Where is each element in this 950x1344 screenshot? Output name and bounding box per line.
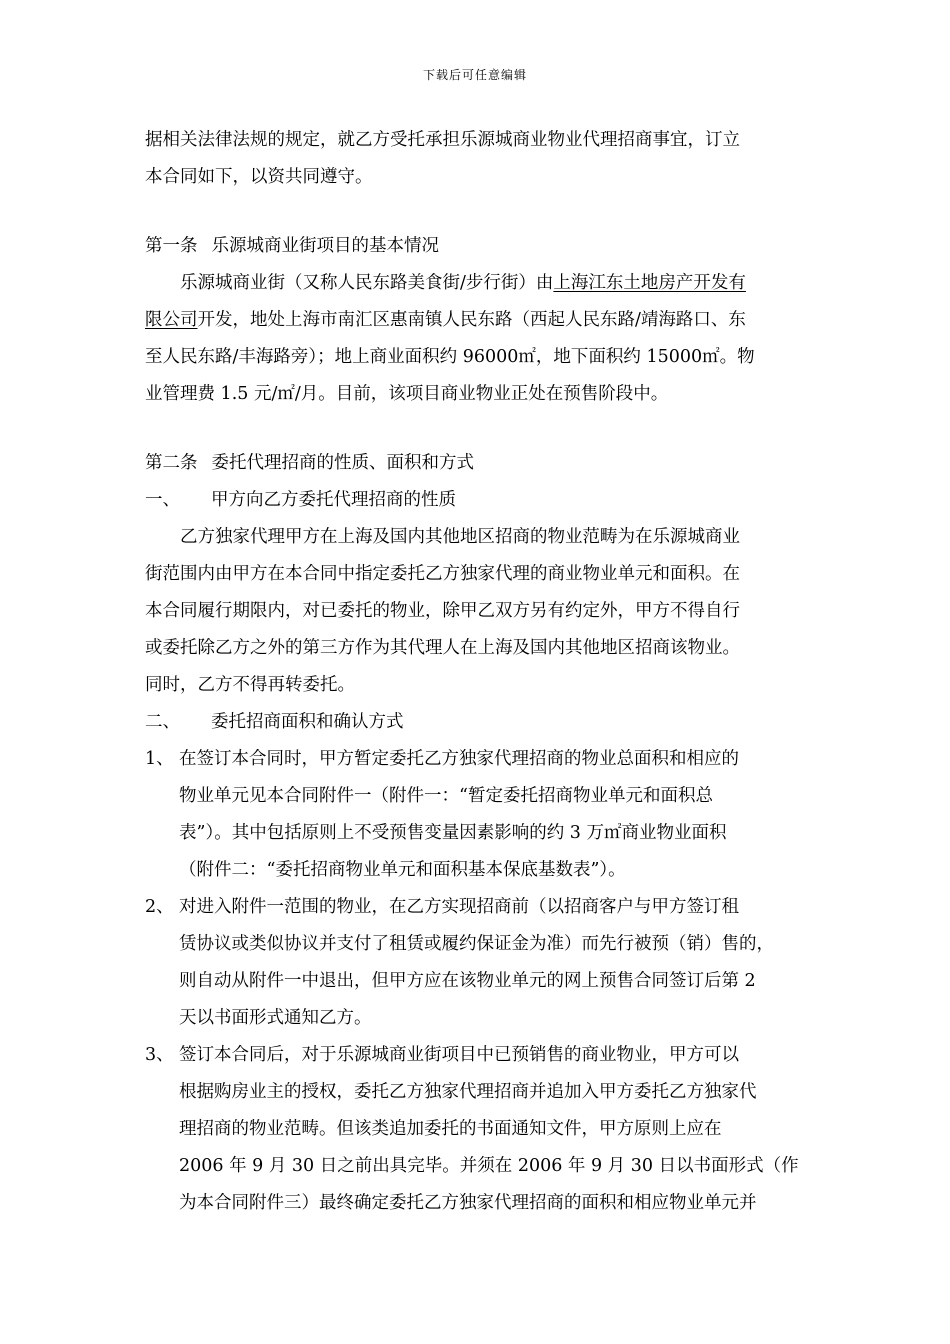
article-1-paragraph-line-4: 业管理费 1.5 元/㎡/月。目前，该项目商业物业正处在预售阶段中。	[145, 384, 669, 404]
list-item-line: 根据购房业主的授权，委托乙方独家代理招商并追加入甲方委托乙方独家代	[179, 1082, 757, 1102]
section-1-line-4: 或委托除乙方之外的第三方作为其代理人在上海及国内其他地区招商该物业。	[145, 638, 740, 658]
article-1-paragraph-line-2: 限公司开发，地处上海市南汇区惠南镇人民东路（西起人民东路/靖海路口、东	[145, 310, 746, 330]
intro-line-1: 据相关法律法规的规定，就乙方受托承担乐源城商业物业代理招商事宜，订立	[145, 130, 740, 150]
page-header: 下载后可任意编辑	[422, 68, 527, 82]
article-2-heading	[145, 445, 820, 482]
document-body	[145, 122, 820, 1222]
article-1-heading	[145, 228, 820, 265]
section-1-line-3: 本合同履行期限内，对已委托的物业，除甲乙双方另有约定外，甲方不得自行	[145, 601, 740, 621]
spacer	[145, 196, 820, 228]
spacer	[145, 413, 820, 445]
article-2-title: 委托代理招商的性质、面积和方式	[211, 453, 474, 473]
list-item-line: 表”）。其中包括原则上不受预售变量因素影响的约 3 万㎡商业物业面积	[179, 823, 727, 843]
article-1-paragraph-line-3: 至人民东路/丰海路旁）；地上商业面积约 96000㎡，地下面积约 15000㎡。物	[145, 347, 755, 367]
list-item-line: 2006 年 9 月 30 日之前出具完毕。并须在 2006 年 9 月 30 日以书面形式（作	[179, 1156, 799, 1176]
intro-line-2: 本合同如下，以资共同遵守。	[145, 167, 373, 187]
section-2-number: 二、	[145, 712, 180, 732]
list-item-line: （附件二：“委托招商物业单元和面积基本保底基数表”）。	[179, 860, 626, 880]
section-1-number: 一、	[145, 490, 180, 510]
article-2-number: 第二条	[145, 453, 198, 473]
article-1-paragraph-line-1: 乐源城商业街（又称人民东路美食街/步行街）由上海江东土地房产开发有	[180, 273, 746, 293]
list-item-line: 为本合同附件三）最终确定委托乙方独家代理招商的面积和相应物业单元并	[179, 1193, 757, 1213]
section-1-line-2: 街范围内由甲方在本合同中指定委托乙方独家代理的商业物业单元和面积。在	[145, 564, 740, 584]
list-item: 2、 对进入附件一范围的物业，在乙方实现招商前（以招商客户与甲方签订租 赁协议或类似协议并支付了租赁或履约保证金为准）而先行被预（销）售的， 则自动从附件一中退出，但甲方应在该物业单元的网上预售合同签订后第 2 天以书面形式通知乙方。	[145, 889, 820, 1037]
list-item-line: 物业单元见本合同附件一（附件一：“暂定委托招商物业单元和面积总	[179, 786, 713, 806]
list-item-number: 1、	[145, 749, 174, 769]
list-item-line: 理招商的物业范畴。但该类追加委托的书面通知文件，甲方原则上应在	[179, 1119, 722, 1139]
article-1-title: 乐源城商业街项目的基本情况	[211, 236, 439, 256]
section-1-line-1: 乙方独家代理甲方在上海及国内其他地区招商的物业范畴为在乐源城商业	[180, 527, 740, 547]
list-item-line: 则自动从附件一中退出，但甲方应在该物业单元的网上预售合同签订后第 2	[179, 971, 756, 991]
section-2-title: 委托招商面积和确认方式	[211, 712, 404, 732]
developer-company-name-cont: 限公司	[145, 310, 198, 330]
section-1-heading	[145, 482, 820, 519]
list-item-line: 天以书面形式通知乙方。	[179, 1008, 372, 1028]
section-2-heading	[145, 704, 820, 741]
list-item: 3、 签订本合同后，对于乐源城商业街项目中已预销售的商业物业，甲方可以 根据购房业主的授权，委托乙方独家代理招商并追加入甲方委托乙方独家代 理招商的物业范畴。但该类追加委托的书面通知文件，甲方原则上应在 2006 年 9 月 30 日之前出具完毕。并须在 2006 年 9 月 30 日以书面形式（作 为本合同附件三）最终确定委托乙方独家代理招商的面积和相应物业单元并	[145, 1037, 820, 1222]
article-1-number: 第一条	[145, 236, 198, 256]
section-1-line-5: 同时，乙方不得再转委托。	[145, 675, 355, 695]
list-item-line: 赁协议或类似协议并支付了租赁或履约保证金为准）而先行被预（销）售的，	[179, 934, 774, 954]
list-item-number: 2、	[145, 897, 174, 917]
list-item: 1、 在签订本合同时，甲方暂定委托乙方独家代理招商的物业总面积和相应的 物业单元见本合同附件一（附件一：“暂定委托招商物业单元和面积总 表”）。其中包括原则上不受预售变量因素影响的约 3 万㎡商业物业面积 （附件二：“委托招商物业单元和面积基本保底基数表”）。	[145, 741, 820, 889]
developer-company-name: 上海江东土地房产开发有	[553, 273, 746, 293]
section-1-title: 甲方向乙方委托代理招商的性质	[211, 490, 456, 510]
list-item-number: 3、	[145, 1045, 174, 1065]
